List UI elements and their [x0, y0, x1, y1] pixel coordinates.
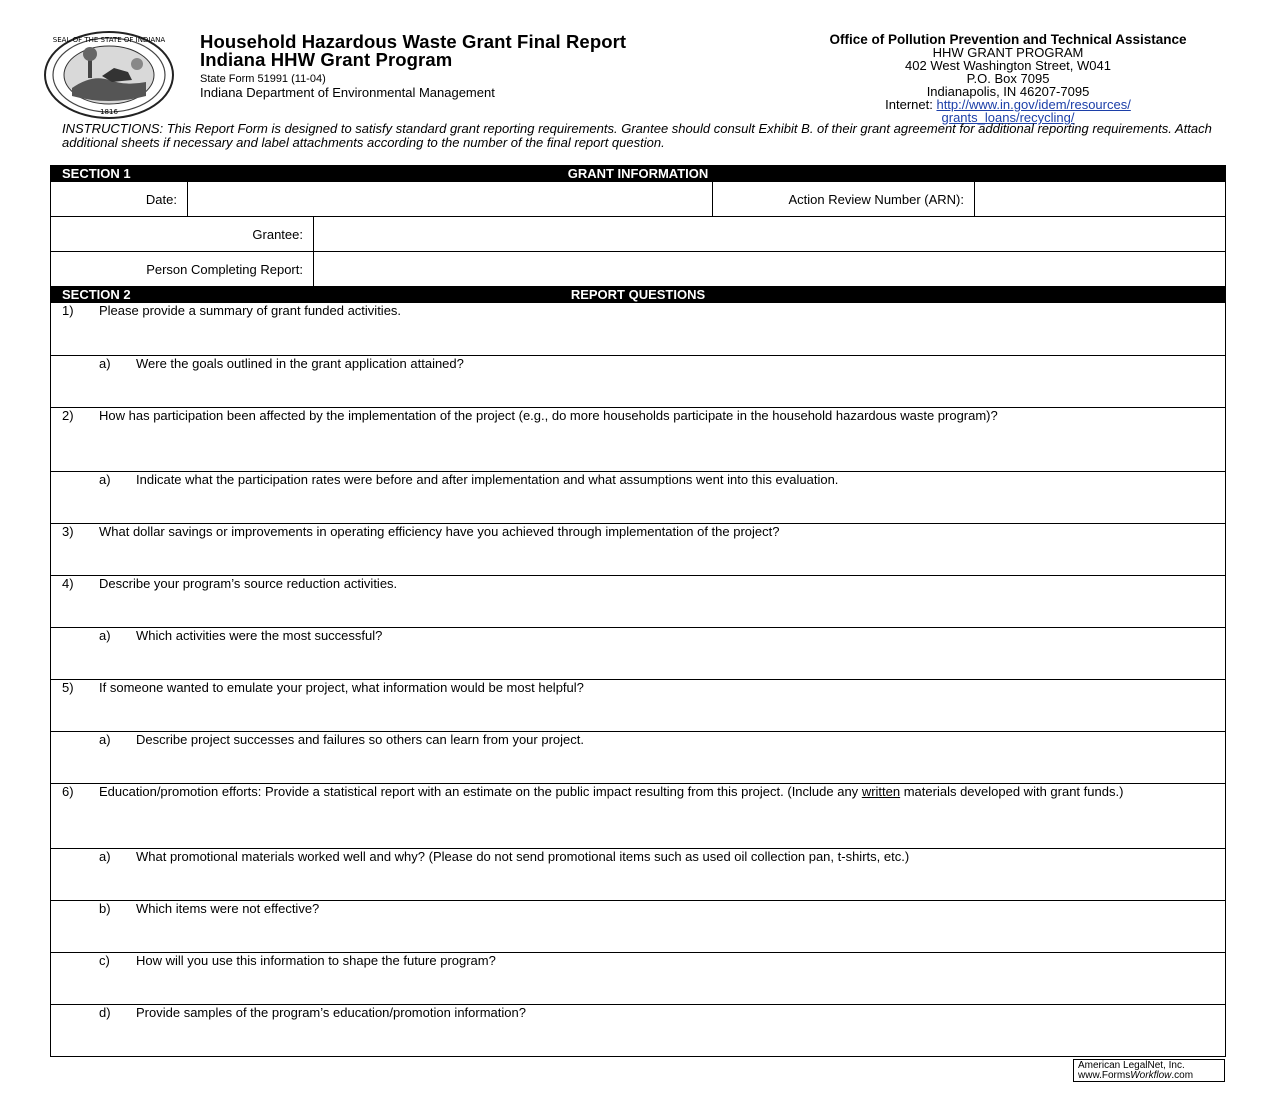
grantee-row [51, 216, 1225, 251]
arn-field[interactable] [975, 182, 1225, 216]
question-number: a) [99, 356, 111, 371]
office-address-block [730, 33, 1275, 124]
section2-header [51, 286, 1225, 303]
question-4a[interactable] [51, 627, 1225, 679]
question-text: Which activities were the most successful? [136, 628, 383, 643]
instructions-text: INSTRUCTIONS: This Report Form is designed to satisfy standard grant reporting requirements. Grantee should consult Exhibit B. of their grant agreement for additional reporting requirements. Attach additional sheets if necessary and label attachments according to the number of the final report question. [62, 121, 1212, 150]
question-number: a) [99, 849, 111, 864]
site-italic: Workflow [1130, 1070, 1172, 1081]
site-suffix: .com [1171, 1070, 1194, 1081]
person-row [51, 251, 1225, 286]
question-text: Please provide a summary of grant funded activities. [99, 303, 402, 318]
question-text: Provide samples of the program’s education/promotion information? [136, 1005, 526, 1020]
office-street: 402 West Washington Street, W041 [905, 58, 1111, 73]
publisher-name: American LegalNet, Inc. [1078, 1060, 1185, 1071]
department-name: Indiana Department of Environmental Management [200, 85, 495, 100]
site-prefix: www.Forms [1078, 1070, 1131, 1081]
office-name: Office of Pollution Prevention and Technical Assistance [829, 32, 1187, 47]
question-6d[interactable] [51, 1004, 1225, 1056]
section2-label: SECTION 2 [62, 287, 131, 302]
title-block [200, 33, 760, 100]
section1-title: GRANT INFORMATION [567, 166, 709, 181]
seal-text: SEAL OF THE STATE OF INDIANA [52, 36, 166, 44]
question-text: Describe your program’s source reduction activities. [99, 576, 398, 591]
question-1a[interactable] [51, 355, 1225, 407]
section2-title: REPORT QUESTIONS [570, 287, 706, 302]
form-number: State Form 51991 (11-04) [200, 73, 326, 85]
question-number: a) [99, 732, 111, 747]
date-field[interactable] [188, 182, 713, 216]
question-2a[interactable] [51, 471, 1225, 523]
question-4[interactable] [51, 575, 1225, 627]
question-number: b) [99, 901, 111, 916]
underlined-word: written [861, 784, 901, 799]
question-3[interactable] [51, 523, 1225, 575]
office-url-link-1[interactable]: http://www.in.gov/idem/resources/ [936, 97, 1131, 112]
question-6a[interactable] [51, 848, 1225, 900]
office-city: Indianapolis, IN 46207-7095 [926, 84, 1090, 99]
question-text: Describe project successes and failures so others can learn from your project. [136, 732, 584, 747]
publisher-footer [1073, 1059, 1225, 1082]
question-6c[interactable] [51, 952, 1225, 1004]
question-text: What dollar savings or improvements in operating efficiency have you achieved through implementation of the project? [99, 524, 780, 539]
report-form [50, 165, 1226, 1057]
question-text: How has participation been affected by the implementation of the project (e.g., do more households participate in the household hazardous waste program)? [99, 408, 998, 423]
question-text: If someone wanted to emulate your project, what information would be most helpful? [99, 680, 584, 695]
question-number: 1) [62, 303, 74, 318]
question-text-part: materials developed with grant funds.) [900, 784, 1124, 799]
office-po-box: P.O. Box 7095 [966, 71, 1050, 86]
question-number: a) [99, 628, 111, 643]
question-text: What promotional materials worked well and why? (Please do not send promotional items such as used oil collection pan, t-shirts, etc.) [136, 849, 910, 864]
office-program: HHW GRANT PROGRAM [932, 45, 1084, 60]
section1-label: SECTION 1 [62, 166, 131, 181]
person-label: Person Completing Report: [51, 252, 314, 286]
question-number: 2) [62, 408, 74, 423]
internet-label: Internet: [885, 97, 937, 112]
date-arn-row [51, 182, 1225, 216]
question-text [99, 785, 1205, 798]
question-number: 5) [62, 680, 74, 695]
question-number: 4) [62, 576, 74, 591]
grantee-label: Grantee: [51, 217, 314, 251]
arn-label: Action Review Number (ARN): [713, 182, 975, 216]
question-6b[interactable] [51, 900, 1225, 952]
question-text: Indicate what the participation rates were before and after implementation and what assumptions went into this evaluation. [136, 472, 839, 487]
question-text: Which items were not effective? [136, 901, 320, 916]
person-field[interactable] [314, 252, 1225, 286]
date-label: Date: [51, 182, 188, 216]
question-number: 6) [62, 784, 74, 799]
question-text: How will you use this information to shape the future program? [136, 953, 496, 968]
publisher-site [1078, 1071, 1224, 1081]
question-text-part: Education/promotion efforts: Provide a statistical report with an estimate on the public impact resulting from this project. (Include any [99, 784, 862, 799]
grantee-field[interactable] [314, 217, 1225, 251]
seal-year: 1816 [100, 108, 118, 116]
form-subtitle: Indiana HHW Grant Program [200, 49, 453, 70]
question-number: a) [99, 472, 111, 487]
section1-header [51, 165, 1225, 182]
question-text: Were the goals outlined in the grant application attained? [136, 356, 464, 371]
question-number: c) [99, 953, 110, 968]
form-title: Household Hazardous Waste Grant Final Report [200, 31, 627, 52]
question-number: 3) [62, 524, 74, 539]
state-seal-image [42, 30, 176, 120]
office-url-link-2[interactable]: grants_loans/recycling/ [941, 110, 1075, 125]
question-number: d) [99, 1005, 111, 1020]
question-5[interactable] [51, 679, 1225, 731]
question-1[interactable] [51, 303, 1225, 355]
question-6[interactable] [51, 783, 1225, 848]
question-5a[interactable] [51, 731, 1225, 783]
question-2[interactable] [51, 407, 1225, 471]
